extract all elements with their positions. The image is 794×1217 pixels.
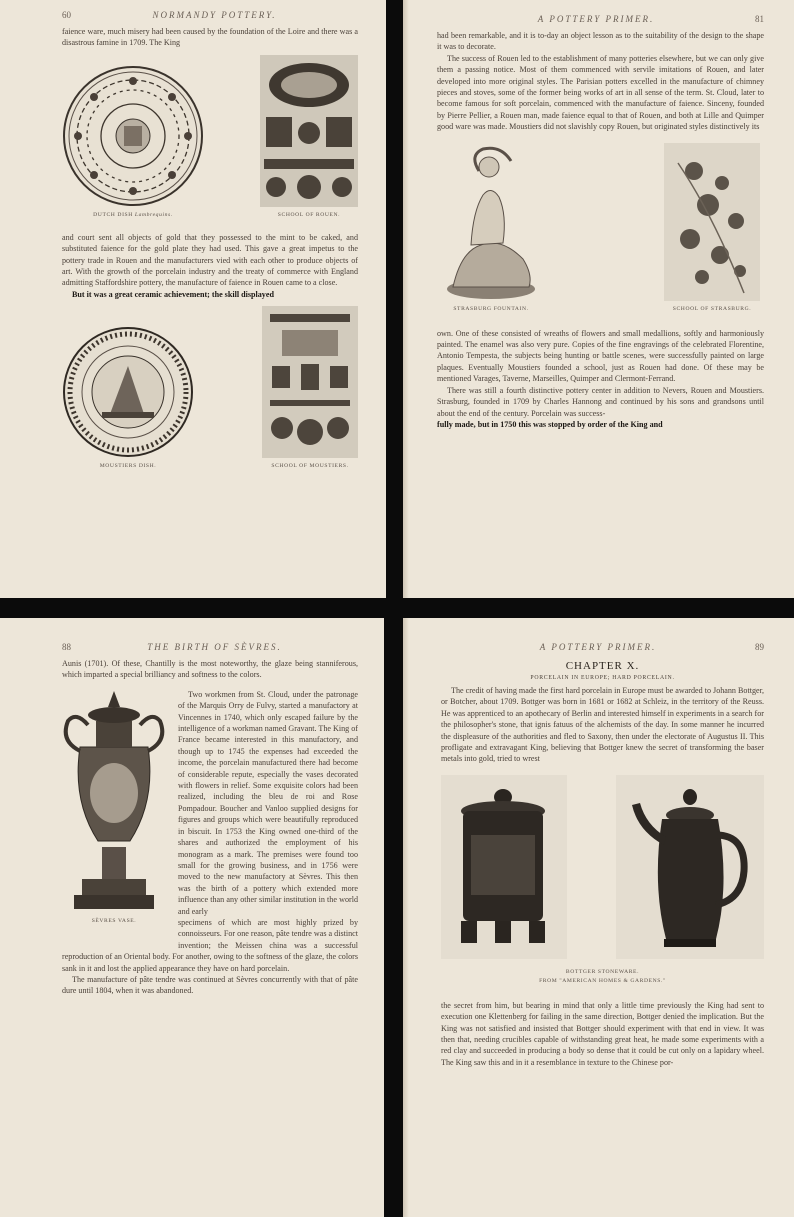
paragraph: The credit of having made the first hard porcelain in Europe must be awarded to Johann Bottger, or Botcher, about 1709. Bottger was born in 1681 or 1682 at Schleiz, in the territory of the Reuss. He was apprenticed to an apothecary of Berlin and interested himself in experiments in a search for the philosopher's stone, that ignis fatuus of the alchemists of the day. In some manner he incurred the displeasure of the authorities and fled to Saxony, then under the electorate of Augustus II. This profligate and extravagant King, believing that Bottger knew the secret of transforming the baser metals into gold, tried to wrest	[441, 686, 764, 764]
page-header	[62, 642, 358, 656]
figure-source-caption: FROM "AMERICAN HOMES & GARDENS."	[539, 977, 666, 984]
fountain-sculpture-illustration	[441, 141, 541, 301]
paragraph: Two workmen from St. Cloud, under the patronage of the Marquis Orry de Fulvy, started a manufactory at Vincennes in 1740, which only escaped failure by the intelligence of a workman named Gravant. The King of France became interested in this manufactory, and though up to 1745 the expenses had exceeded the income, the porcelain manufactured there had become of considerable repute, especially the vases decorated with flowers in relief. Some exquisite colors had been realized, including the bleu de roi and Rose Pompadour. Boucher and Vanloo supplied designs for figures and groups which were beautifully reproduced in biscuit. In 1753 the King owned one-third of the shares and authorized the employment of his monogram as a mark. The premises were found too small for the growing business, and in 1756 were moved to the new manufactory at Sèvres. This then was the birth of a pottery which extended more influence than any other similar institution in the world and early	[178, 689, 358, 916]
paragraph: There was still a fourth distinctive pottery center in addition to Nevers, Rouen and Moustiers. Strasburg, founded in 1709 by Charles Hannong and continued by his sons and grandsons until about the end of the century. Porcelain was success-	[437, 385, 764, 418]
running-title: NORMANDY POTTERY.	[152, 10, 277, 20]
paragraph	[437, 419, 764, 430]
paragraph-text: But it was a great ceramic achievement; the skill displayed	[72, 289, 274, 299]
strasburg-plate-illustration	[664, 143, 760, 301]
paragraph: The success of Rouen led to the establishment of many potteries elsewhere, but we can only give them a passing notice. Most of them commenced with servile imitations of Rouen, and later developed into more original styles. The Parisian potters excelled in the manufacture of chimney pieces and stoves, some of the former being works of art in all sense of the term. St. Cloud, later to become famous for soft porcelain, commenced with the manufacture of faience. Sinceny, founded by Pierre Pellier, a Rouen man, made faience equal to that of Rouen, and both at Lille and Quimper good ware was made. Moustiers did not slavishly copy Rouen, but originated styles distinctively its	[437, 53, 764, 132]
page-bottom-right	[403, 618, 794, 1217]
page-number: 60	[62, 10, 71, 20]
page-header	[441, 642, 764, 656]
page-number: 88	[62, 642, 71, 652]
paragraph: specimens of which are most highly prized by connoisseurs. For one reason, pâte tendre was a distinct invention; the Meissen china was a successful reproduction of an Oriental body. For another, owing to the softness of the glaze, the colors sank in it and lost the applied appearance they have on hard porcelain.	[62, 917, 358, 973]
figure-caption	[93, 212, 173, 218]
running-title: A POTTERY PRIMER.	[537, 14, 655, 24]
paragraph	[62, 289, 358, 300]
paragraph: and court sent all objects of gold that they possessed to the mint to be caked, and substituted faience for the gold plate they had used. This gave a great impetus to the pottery trade in Rouen and the manufacturers vied with each other to produce objects of art. With the growth of the porcelain industry and the treaty of commerce with England admitting Staffordshire pottery, the manufacture of faience in Rouen came to a close.	[62, 232, 358, 288]
dutch-dish-illustration	[62, 65, 204, 207]
rouen-pattern-illustration	[260, 55, 358, 207]
figure-caption: MOUSTIERS DISH.	[99, 463, 157, 470]
figure-moustiers-dish	[62, 326, 194, 469]
figure-caption: SCHOOL OF STRASBURG.	[672, 305, 752, 312]
figure-caption: SCHOOL OF ROUEN.	[277, 211, 341, 218]
page-top-left	[0, 0, 386, 598]
page-gutter	[403, 0, 409, 598]
bottger-teapot-photo	[616, 775, 764, 959]
page-bottom-left	[0, 618, 384, 1217]
paragraph: had been remarkable, and it is to-day an object lesson as to the suitability of the design to the shape it was to decorate.	[437, 31, 764, 52]
page-number: 81	[754, 14, 764, 24]
moustiers-dish-illustration	[62, 326, 194, 458]
chapter-heading: CHAPTER X.	[565, 660, 640, 672]
chapter-subtitle: PORCELAIN IN EUROPE; HARD PORCELAIN.	[530, 675, 675, 681]
page-header	[62, 10, 358, 24]
figure-school-of-rouen	[260, 55, 358, 218]
paragraph: The manufacture of pâte tendre was continued at Sèvres concurrently with that of pâte dure until 1804, when it was abandoned.	[62, 974, 358, 996]
moustiers-pattern-illustration	[262, 306, 358, 458]
paragraph: the secret from him, but bearing in mind that only a little time previously the King had sent to execution one Klettenberg for failing in the same direction, Bottger denied the implication. But the King was not satisfied and insisted that Bottger should experiment with that end in view. It was then that, needing crucibles capable of withstanding great heat, he made some experiments with a red clay and succeeded in producing a body so dense that it could be cut only on a lapidary wheel. The King saw this and in it a resemblance in texture to the Chinese por-	[441, 1000, 764, 1067]
figure-school-of-moustiers	[262, 306, 358, 469]
figure-caption: SÈVRES VASE.	[91, 917, 137, 924]
page-header	[437, 14, 764, 28]
page-top-right	[403, 0, 794, 598]
figure-strasburg-fountain	[441, 141, 541, 312]
caption-text: DUTCH DISH	[93, 211, 133, 218]
figure-school-of-strasburg	[664, 143, 760, 312]
paragraph: faience ware, much misery had been caused by the foundation of the Loire and there was a disastrous famine in 1709. The King	[62, 27, 358, 48]
running-title: A POTTERY PRIMER.	[539, 642, 657, 652]
sevres-vase-illustration	[58, 681, 170, 913]
figure-caption: SCHOOL OF MOUSTIERS.	[271, 463, 349, 470]
paragraph-text: fully made, but in 1750 this was stopped by order of the King and	[437, 419, 663, 429]
figure-caption: STRASBURG FOUNTAIN.	[453, 305, 529, 312]
figure-caption: BOTTGER STONEWARE.	[565, 968, 640, 975]
page-gutter	[403, 618, 409, 1217]
figure-dutch-dish	[62, 65, 204, 218]
page-number: 89	[754, 642, 764, 652]
paragraph: own. One of these consisted of wreaths of flowers and small medallions, softly and harmoniously painted. The enamel was also very pure. Copies of the fine engravings of the celebrated Florentine, Antonio Tempesta, the subjects being hunting or battle scenes, were successfully painted on large plaques. Eventually Moustiers founded a school, just as Rouen had done. Of these may be mentioned Varages, Taverne, Marseilles, Quimper and Clermont-Ferrand.	[437, 328, 764, 384]
paragraph: Aunis (1701). Of these, Chantilly is the most noteworthy, the glaze being stanniferous, which imparted a special brilliancy and softness to the colors.	[62, 659, 358, 680]
running-title: THE BIRTH OF SÈVRES.	[147, 642, 282, 652]
caption-italic: Lambrequins.	[134, 211, 173, 218]
bottger-jar-photo	[441, 775, 567, 959]
figure-sevres-vase	[56, 681, 172, 941]
